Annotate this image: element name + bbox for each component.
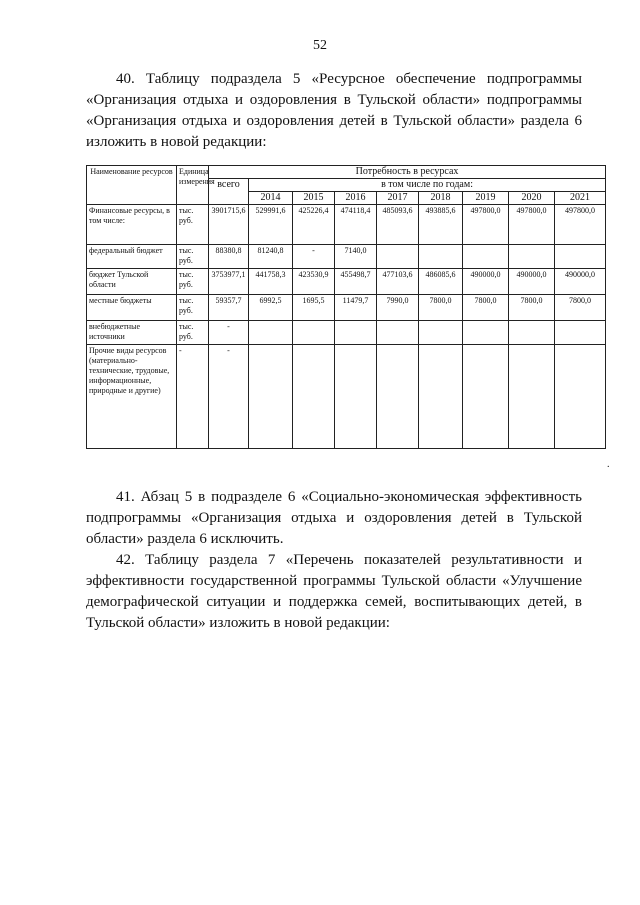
header-year: 2021 xyxy=(555,192,606,205)
header-year: 2014 xyxy=(249,192,293,205)
row-value: 7140,0 xyxy=(335,245,377,269)
row-total: 3901715,6 xyxy=(209,205,249,245)
table-row xyxy=(87,345,606,449)
row-name: федеральный бюджет xyxy=(87,245,177,269)
header-year: 2020 xyxy=(509,192,555,205)
row-value xyxy=(249,345,293,449)
row-value: 1695,5 xyxy=(293,295,335,321)
row-value xyxy=(509,321,555,345)
row-value xyxy=(463,245,509,269)
row-value xyxy=(293,345,335,449)
row-unit: тыс. руб. xyxy=(177,269,209,295)
header-total: всего xyxy=(209,179,249,205)
header-year: 2015 xyxy=(293,192,335,205)
row-value xyxy=(555,321,606,345)
row-value: 474118,4 xyxy=(335,205,377,245)
row-value: 423530,9 xyxy=(293,269,335,295)
row-value: 425226,4 xyxy=(293,205,335,245)
row-name: Финансовые ресурсы, в том числе: xyxy=(87,205,177,245)
row-value: 529991,6 xyxy=(249,205,293,245)
row-value: 490000,0 xyxy=(463,269,509,295)
row-name: местные бюджеты xyxy=(87,295,177,321)
row-value xyxy=(463,321,509,345)
row-total: 59357,7 xyxy=(209,295,249,321)
row-value xyxy=(377,345,419,449)
row-value xyxy=(555,345,606,449)
row-total: - xyxy=(209,321,249,345)
row-value: 497800,0 xyxy=(555,205,606,245)
row-value: 490000,0 xyxy=(555,269,606,295)
row-value xyxy=(335,321,377,345)
row-total: 88380,8 xyxy=(209,245,249,269)
header-year: 2017 xyxy=(377,192,419,205)
paragraph-41: 41. Абзац 5 в подразделе 6 «Социально-экономическая эффективность подпрограммы «Организация отдыха и оздоровления детей в Тульской области» раздела 6 исключить. xyxy=(86,489,582,547)
row-value xyxy=(509,245,555,269)
row-unit: тыс. руб. xyxy=(177,245,209,269)
row-name: Прочие виды ресурсов (материально-технические, трудовые, информационные, природные и другие) xyxy=(87,345,177,449)
row-value: 477103,6 xyxy=(377,269,419,295)
row-value: 11479,7 xyxy=(335,295,377,321)
row-value: 6992,5 xyxy=(249,295,293,321)
table-row xyxy=(87,245,606,269)
row-value: 486085,6 xyxy=(419,269,463,295)
header-row-1 xyxy=(87,166,606,179)
row-value: 455498,7 xyxy=(335,269,377,295)
table-row xyxy=(87,295,606,321)
row-value xyxy=(509,345,555,449)
header-year: 2016 xyxy=(335,192,377,205)
header-year: 2019 xyxy=(463,192,509,205)
row-value xyxy=(293,321,335,345)
row-unit: - xyxy=(177,345,209,449)
row-value: 485093,6 xyxy=(377,205,419,245)
header-year: 2018 xyxy=(419,192,463,205)
row-value: 7800,0 xyxy=(463,295,509,321)
row-value: 490000,0 xyxy=(509,269,555,295)
row-value: 7800,0 xyxy=(509,295,555,321)
row-value: 7800,0 xyxy=(419,295,463,321)
row-value: 7990,0 xyxy=(377,295,419,321)
table-row xyxy=(87,269,606,295)
row-name: внебюджетные источники xyxy=(87,321,177,345)
row-value xyxy=(463,345,509,449)
row-value: 441758,3 xyxy=(249,269,293,295)
row-total: - xyxy=(209,345,249,449)
table-row xyxy=(87,205,606,245)
trailing-dot: . xyxy=(607,459,610,470)
row-value: 497800,0 xyxy=(509,205,555,245)
row-value xyxy=(419,345,463,449)
row-value: 7800,0 xyxy=(555,295,606,321)
row-unit: тыс. руб. xyxy=(177,205,209,245)
row-value xyxy=(377,245,419,269)
table-row xyxy=(87,321,606,345)
page-number: 52 xyxy=(313,38,327,53)
row-value xyxy=(377,321,419,345)
row-value xyxy=(419,245,463,269)
header-unit: Единица измерения xyxy=(177,166,209,205)
row-value: 493885,6 xyxy=(419,205,463,245)
paragraph-42: 42. Таблицу раздела 7 «Перечень показателей результативности и эффективности государственной программы Тульской области «Улучшение демографической ситуации и поддержка семей, воспитывающих детей, в Тульской области» изложить в новой редакции: xyxy=(86,552,582,631)
row-value: - xyxy=(293,245,335,269)
header-years-group: в том числе по годам: xyxy=(249,179,606,192)
row-unit: тыс. руб. xyxy=(177,295,209,321)
row-value: 81240,8 xyxy=(249,245,293,269)
header-name: Наименование ресурсов xyxy=(87,166,177,205)
row-name: бюджет Тульской области xyxy=(87,269,177,295)
row-value xyxy=(419,321,463,345)
row-value xyxy=(249,321,293,345)
resource-table xyxy=(86,165,606,449)
row-unit: тыс. руб. xyxy=(177,321,209,345)
row-value xyxy=(335,345,377,449)
row-value xyxy=(555,245,606,269)
row-total: 3753977,1 xyxy=(209,269,249,295)
header-need: Потребность в ресурсах xyxy=(209,166,606,179)
row-value: 497800,0 xyxy=(463,205,509,245)
paragraph-40: 40. Таблицу подраздела 5 «Ресурсное обеспечение подпрограммы «Организация отдыха и оздоровления в Тульской области» подпрограммы «Организация отдыха и оздоровления детей в Тульской области» раздела 6 изложить в новой редакции: xyxy=(86,71,582,150)
